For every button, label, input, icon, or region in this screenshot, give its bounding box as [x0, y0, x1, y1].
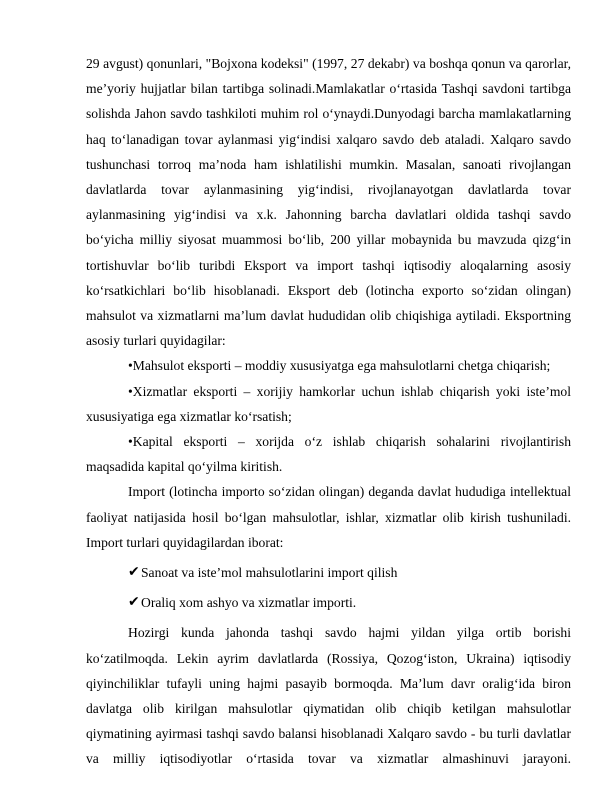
import-item-text: Sanoat va iste’mol mahsulotlarini import qilish — [141, 565, 398, 581]
import-item — [86, 560, 571, 585]
final-paragraph: Hozirgi kunda jahonda tashqi savdo hajmi yildan yilga ortib borishi ko‘zatilmoqda. Lekin ayrim davlatlarda (Rossiya, Qozog‘iston, Ukraina) iqtisodiy qiyinchiliklar tufayli uning hajmi pasayib bormoqda. Ma’lum davr oralig‘ida biron davlatga olib kirilgan mahsulotlar qiymatidan olib chiqib ketilgan mahsulotlar qiymatining ayirmasi tashqi savdo balansi hisoblanadi Xalqaro savdo - bu turli davlatlar va milliy iqtisodiyotlar o‘rtasida tovar va xizmatlar almashinuvi jarayoni. — [86, 625, 571, 767]
import-item — [86, 590, 571, 615]
checkmark-icon: ✔ — [128, 594, 140, 611]
checkmark-icon: ✔ — [128, 564, 140, 581]
import-paragraph: Import (lotincha importo so‘zidan olingan) deganda davlat hududiga intellektual faoliyat natijasida hosil bo‘lgan mahsulotlar, ishlar, xizmatlar olib kirish tushuniladi. Import turlari quyidagilardan iborat: — [86, 484, 571, 550]
export-bullet-goods: •Mahsulot eksporti – moddiy xususiyatga ega mahsulotlarni chetga chiqarish; — [128, 358, 551, 374]
export-bullet-services: •Xizmatlar eksporti – xorijiy hamkorlar uchun ishlab chiqarish yoki iste’mol xususiyatiga ega xizmatlar ko‘rsatish; — [86, 383, 571, 424]
intro-paragraph: 29 avgust) qonunlari, "Bojxona kodeksi" (1997, 27 dekabr) va boshqa qonun va qarorlar, me’yoriy hujjatlar bilan tartibga solinadi.Mamlakatlar o‘rtasida Tashqi savdoni tartibga solishda Jahon savdo tashkiloti muhim rol o‘ynaydi.Dunyodagi barcha mamlakatlarning haq to‘lanadigan tovar aylanmasi yig‘indisi xalqaro savdo deb ataladi. Xalqaro savdo tushunchasi torroq ma’noda ham ishlatilishi mumkin. Masalan, sanoati rivojlangan davlatlarda tovar aylanmasining yig‘indisi, rivojlanayotgan davlatlarda tovar aylanmasining yig‘indisi va x.k. Jahonning barcha davlatlari oldida tashqi savdo bo‘yicha milliy siyosat muammosi bo‘lib, 200 yillar mobaynida bu mavzuda qizg‘in tortishuvlar bo‘lib turibdi Eksport va import tashqi iqtisodiy aloqalarning asosiy ko‘rsatkichlari bo‘lib hisoblanadi. Eksport deb (lotincha exporto so‘zidan olingan) mahsulot va xizmatlarni ma’lum davlat hududidan olib chiqishiga aytiladi. Eksportning asosiy turlari quyidagilar: — [86, 56, 571, 349]
import-item-text: Oraliq xom ashyo va xizmatlar importi. — [141, 595, 357, 611]
document-page — [86, 51, 571, 772]
export-bullet-capital: •Kapital eksporti – xorijda o‘z ishlab chiqarish sohalarini rivojlantirish maqsadida kapital qo‘yilma kiritish. — [86, 434, 571, 475]
